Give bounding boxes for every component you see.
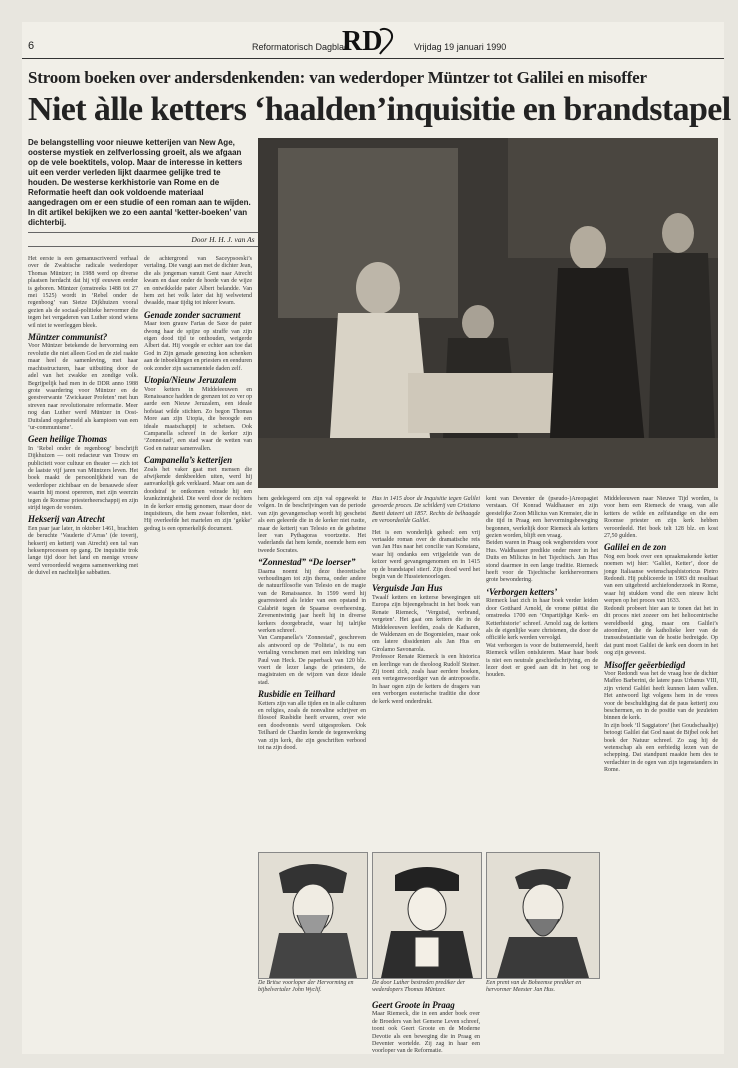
article-column-1 [28,256,138,1046]
issue-date: Vrijdag 19 januari 1990 [414,42,507,52]
section-heading: Utopia/Nieuw Jeruzalem [144,375,237,386]
paragraph: kent van Deventer de (pseudo-)Areopagiet verstaan. Of Konrad Waldhauser en zijn geestelijke Zoon Milicius van Kremsier, die in die tijd in Praag een hervormingsbeweging begonnen, werkelijk door Riemeck als ketters gezien worden, blijft een vraag. [486,496,598,540]
painting-illustration-icon [258,138,718,488]
paragraph: Professor Renate Riemeck is een historica en leerlinge van de theoloog Rudolf Steiner. Zij toont zich, zoals haar eerdere boeken, een vertegenwoordiger van de antroposofie. In haar ogen zijn de ketters de dragers van een verborgen esoterische traditie die door de kerk werd onderdrukt. [372,654,480,705]
section-heading: Galilei en de zon [604,542,667,553]
caption-muntzer: De door Luther bestreden prediker der wederdopers Thomas Müntzer. [372,980,466,994]
portrait-muntzer-icon [373,853,481,978]
woodcut-hus [486,852,600,979]
section-heading: Verguisde Jan Hus [372,583,443,594]
article-column-4-lower [372,998,480,1055]
photo-caption: Hus in 1415 door de Inquisitie tegen Galilei gevoerde proces. De schilderij van Cristiano Banti dateert uit 1857. Rechts de belhaagde en veroordeelde Galilei. [372,496,480,525]
paragraph: Ketters zijn van alle tijden en in alle culturen en religies, zoals de nonvaline schrijver en filosoof Rusbidie heeft ervaren, over wie een doodvonnis werd uitgesproken. Ook Teilhard de Chardin kende de tegenwerking van zijn kerk, die zijn geschriften verbood tot na zijn dood. [258,700,366,751]
paragraph: Wat verborgen is voor de buitenwereld, heeft Riemeck willen ontsluieren. Maar haar boek is niet een neutrale geschiedschrijving, en de lezer doet er goed aan dit in het oog te houden. [486,642,598,679]
section-heading: Misoffer geëerbiedigd [604,659,686,670]
article-column-3 [258,496,366,846]
section-heading: Geert Groote in Praag [372,1000,455,1010]
paragraph: Daarna noemt hij deze theoretische verhoudingen tot zijn thema, onder andere de natuurfilosofie van Telesio en de magie van de Renaissance. In 1599 werd hij gearresteerd als leider van een opstand in Calabrië tegen de Spaanse overheersing. Zevenentwintig jaar heeft hij in diverse kerkers doorgebracht, waar hij talrijke werken schreef. [258,568,366,634]
paragraph: In zijn boek ‘Il Saggiatore’ (het Goudschaaltje) betoogt Galilei dat God naast de Bijbel ook het boek der Natuur schreef. Zo zag hij de wetenschap als een eerbiedig lezen van de schepping. Dat standpunt maakte hem des te verdachter in de ogen van zijn tegenstanders in Rome. [604,722,718,774]
paragraph: Het eerste is een gemanuscriveerd verhaal over de Zwabische radicale wederdoper Thomas Müntzer; in 1988 werd op diverse plaatsen herdacht dat hij vijf eeuwen eerder is geboren. Müntzer (omstreeks 1488 tot 27 mei 1525) wordt in ‘Rebel onder de regenboog’ van Sietze Dijkhuizen vooral gezien als de sociaal-politieke hervormer die tegen het vergaderen van Luther stond wiens wil niet te weerleggen bleek. [28,256,138,329]
paragraph: de achtergrond van Saceypsoeski’s vertaling. Die vangt aan met de dichter Jean, die als jongeman vanuit Gent naar Atrecht kwam en daar onder de hoede van de wijze en ontwikkelde pater Albert belandde. Van hem zei het volk later dat hij welwetend dwaalde, maar tijdig tot inkeer kwam. [144,256,252,307]
paragraph: Beiden waren in Praag ook wegbereiders voor Hus. Waldhauser predikte onder meer in het Duits en Milicius in het Tsjechisch. Jan Hus stond daarmee in een lange traditie. Riemeck heeft voor de Tsjechische kerkhervormers grote bewondering. [486,540,598,584]
section-heading: Rusbidie en Teilhard [258,689,336,700]
article-column-4 [372,496,480,846]
paragraph: hem gedelegeerd om zijn val opgewekt te volgen. In de beschrijvingen van de periode van zijn gevangenschap wordt hij geschetst als een geleerde die in de kerker niet rustte, maar de ketterij van Telesio en de geheime leer van Pythagoras voortzette. Het vaderlands dat hem kende, noemde hem een tweede Socrates. [258,496,366,554]
article-column-6 [604,496,718,1046]
paragraph: Voor ketters in Middeleeuwen en Renaissance hadden de grenzen tot zo ver op aarde een Nieuw Jeruzalem, een ideale hofstaat wilde stichten. Zo begon Thomas More aan zijn Utopia, die beoogde een ideale maatschappij te schetsen. Ook Campanella schreef in de kerker zijn ‘Zonnestad’, een stad waar de wetten van God en natuur samenvallen. [144,386,252,452]
caption-hus: Een prent van de Boheemse prediker en hervormer Meester Jan Hus. [486,980,582,994]
kicker-heading: Stroom boeken over andersdenkenden: van wederdoper Müntzer tot Galilei en misoffer [28,68,647,87]
paragraph: Een paar jaar later, in oktober 1461, brachten de beruchte ‘Vauderie d’Arras’ (de toverij, hekserij en ketterij van Atrecht) een tal van heksenprocessen op gang. De inquisitie trok lange tijd door het land en menige vrouw werd veroordeeld wegens samenwerking met de duivel en nachtelijke sabbatten. [28,525,138,577]
paragraph: In ‘Rebel onder de regenboog’ beschrijft Dijkhuizen — ooit redacteur van Trouw en publiciteit voor cultuur en theater — zich tot de laatste vijf jaren van Müntzers leven. Het boek maakt de persoonlijkheid van de wederdoper zichtbaar en de benauwde sfeer waarin hij moest opereren, met zijn weerzin tegen de Roomse priesterheerschappij en zijn strijd tegen de vorsten. [28,445,138,511]
painting-photo [258,138,718,488]
section-heading: “Zonnestad” “De loerser” [258,557,356,568]
caption-wyclif: De Britse voorloper der Hervorming en bijbelvertaler John Wyclif. [258,980,354,994]
paragraph: Maar Riemeck, die in een ander boek over de Broeders van het Gemene Leven schreef, toont ook Geert Groote en de Moderne Devotie als een beweging die in Praag en Deventer wortelde. Zij zag in haar een voorloper van de Reformatie. [372,1011,480,1055]
paragraph: Twaalf ketters en ketterse bewegingen uit Europa zijn bijeengebracht in het boek van Renate Riemeck, ‘Verguisd, verbrand, vergeten’. Het gaat om ketters die in de Middeleeuwen leefden, zoals de Katharen, de Waldenzen en de Bogomielen, maar ook om latere dissidenten als Jan Hus en Girolamo Savonarola. [372,594,480,653]
woodcut-muntzer [372,852,482,979]
section-heading: Müntzer communist? [28,332,108,343]
paragraph: Van Campanella’s ‘Zonnestad’, geschreven als antwoord op de ‘Politeia’, is nu een vertaling verschenen met een inleiding van Paul van Heck. De paperback van 120 blz. voert de lezer langs de priesters, de magistraten en de wijzen van deze ideale stad. [258,635,366,686]
newspaper-page [22,22,731,1055]
section-heading: Genade zonder sacrament [144,309,241,320]
article-column-5 [486,496,598,846]
page-number: 6 [28,40,35,52]
section-heading: Hekserij van Atrecht [28,514,105,525]
paragraph: Redondi probeert hier aan te tonen dat het in dit proces niet zozeer om het heliocentrische wereldbeeld ging, maar om Galilei’s atoomleer, die de katholieke leer van de transsubstantiatie van de hostie bedreigde. Op dat punt moet Galilei de kerk een doorn in het oog zijn geweest. [604,605,718,657]
paragraph: Nog een boek over een spraakmakende ketter noemen wij hier: ‘Galilei, Ketter’, door de jonge Italiaanse wetenschapshistoricus Pietro Redondi. Hij publiceerde in 1983 dit resultaat van een uitgebreid archiefonderzoek in Rome, waar hij stukken vond die een nieuw licht werpen op het proces van 1633. [604,553,718,605]
paragraph: Maar toen grauw Farias de Saxe de pater dwong haar de spijze op straffe van zijn eigen dood tijd te onthouden, weigerde Albert dat. Hij voegde er echter aan toe dat God in Zijn genade genezing kon schenken aan de inboeklingen en priesters en eenduren ook zonder zijn sacramentele daden zelf. [144,321,252,372]
paragraph: Het is een wonderlijk geheel: een vrij vertaalde roman over de dramatische reis van Jan Hus naar het concilie van Konstanz, waar hij ondanks een vrijgeleide van de keizer werd gevangengenomen en in 1415 op de brandstapel stierf. Zijn dood werd het begin van de Hussietenoorlogen. [372,529,480,581]
paragraph: Middeleeuwen naar Nieuwe Tijd worden, is voor hem een Riemeck de vraag, van alle ketters de wilde en zelfstandige en die een Roomse priester en zijn kerk hebben veroordeeld. Het boek telt 128 blz. en kost 27,50 gulden. [604,496,718,540]
paragraph: Voor Redondi was het de vraag hoe de dichter Maffeo Barberini, de latere paus Urbanus VIII, zijn vriend Galilei heeft kunnen laten vallen. Het antwoord ligt volgens hem in de vrees voor de beschuldiging dat de paus ketterij zou beschermen, en in de positie van de jezuïeten binnen de kerk. [604,670,718,722]
section-heading: Campanella’s ketterijen [144,455,233,466]
paragraph: Zoals het vaker gaat met mensen die afwijkende denkbeelden uiten, werd hij aanvankelijk gek verklaard. Maar om aan de doodstraf te ontkomen veinsde hij een krankzinnigheid. Die werd door de rechters in de kerker ernstig genomen, maar door de inquisiteurs, die hem zwaar folterden, niet. Hij overleefde het martelen en zijn ‘gekke’ gedrag is een opmerkelijk document. [144,466,252,532]
section-heading: ‘Verborgen ketters’ [486,586,558,597]
section-heading: Geen heilige Thomas [28,434,107,445]
main-headline: Niet àlle ketters ‘haalden’inquisitie en brandstapel [28,91,731,128]
rd-logo-icon [340,24,398,56]
portrait-hus-icon [487,853,599,978]
paragraph: Voor Müntzer betekende de hervorming een revolutie die niet alleen God en de ziel raakte maar heel de samenleving, met haar machtsstructuren, haar uitbuiting door de adel van het zwakke en zondige volk. Begrijpelijk had men in de DDR anno 1988 grote waardering voor Müntzer en de geestverwante ‘Zwickauer Profeten’ met hun streven naar revolutionaire reformatie. Meer nog dan Luther werd Müntzer in Oost-Duitsland opgehemeld als kampioen van een ‘ur-communisme’. [28,343,138,431]
portrait-wyclif-icon [259,853,367,978]
paper-name: Reformatorisch Dagblad [252,42,350,52]
paragraph: Riemeck laat zich in haar boek verder leiden door Gotthard Arnold, de vrome piëtist die omstreeks 1700 een ‘Onpartijdige Kerk- en Ketterhistorie’ schreef. Arnold zag de ketters als de eigenlijke ware christenen, die door de officiële kerk werden vervolgd. [486,598,598,642]
masthead [22,22,724,59]
byline: Door H. H. J. van As [28,232,418,247]
article-column-2 [144,256,252,1046]
intro-paragraph: De belangstelling voor nieuwe ketterijen van New Age, oosterse mystiek en zelfverlossing groeit, als we afgaan op de vele boektitels, volop. Maar de interesse in ketters uit een verder verleden lijkt daarmee gelijke tred te houden. De westerse kerkhistorie van Rome en de Reformatie heeft dan ook voldoende materiaal aangedragen om er een studie of een roman aan te wijden. In dit artikel bekijken we zo een aantal ‘ketter-boeken’ van dichterbij. [28,138,251,227]
woodcut-wyclif [258,852,368,979]
logo-text: RD [342,26,383,57]
